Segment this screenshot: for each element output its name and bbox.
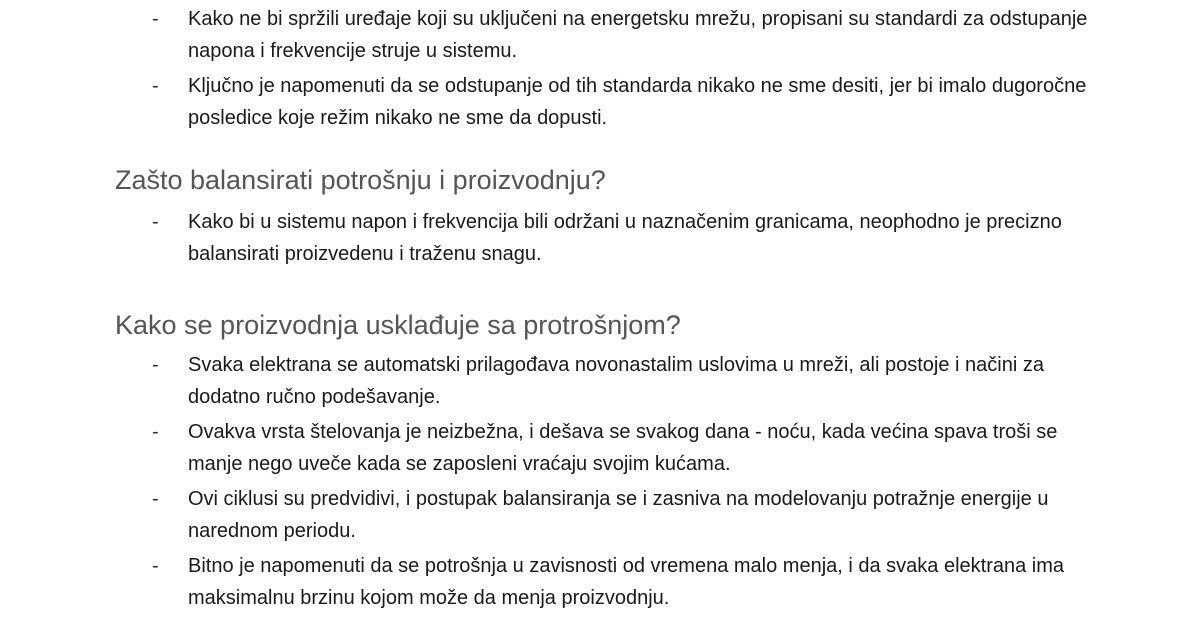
list-item [0, 483, 1200, 547]
bullet-dash: - [152, 211, 159, 233]
list-item [0, 416, 1200, 480]
list-item [0, 206, 1200, 270]
bullet-dash: - [152, 75, 159, 97]
bullet-dash: - [152, 354, 159, 376]
bullet-dash: - [152, 555, 159, 577]
section-heading-why-balance: Zašto balansirati potrošnju i proizvodnju? [115, 165, 606, 195]
why-balance-bullet-list [0, 206, 1200, 273]
bullet-dash: - [152, 8, 159, 30]
bullet-text: Ovakva vrsta štelovanja je neizbežna, i dešava se svakog dana - noću, kada većina spava troši se manje nego uveče kada se zaposleni vraćaju svojim kućama. [188, 421, 1058, 475]
bullet-text: Kako bi u sistemu napon i frekvencija bili održani u naznačenim granicama, neophodno je precizno balansirati proizvedenu i traženu snagu. [188, 211, 1062, 265]
bullet-text: Kako ne bi spržili uređaje koji su uključeni na energetsku mrežu, propisani su standardi za odstupanje napona i frekvencije struje u sistemu. [188, 8, 1088, 62]
bullet-text: Bitno je napomenuti da se potrošnja u zavisnosti od vremena malo menja, i da svaka elektrana ima maksimalnu brzinu kojom može da menja proizvodnju. [188, 555, 1065, 609]
bullet-text: Ključno je napomenuti da se odstupanje od tih standarda nikako ne sme desiti, jer bi imalo dugoročne posledice koje režim nikako ne sme da dopusti. [188, 75, 1087, 129]
list-item [0, 550, 1200, 614]
bullet-text: Svaka elektrana se automatski prilagođava novonastalim uslovima u mreži, ali postoje i načini za dodatno ručno podešavanje. [188, 354, 1044, 408]
bullet-dash: - [152, 488, 159, 510]
bullet-text: Ovi ciklusi su predvidivi, i postupak balansiranja se i zasniva na modelovanju potražnje energije u narednom periodu. [188, 488, 1049, 542]
section-heading-how-matched: Kako se proizvodnja usklađuje sa protrošnjom? [115, 310, 681, 340]
list-item [0, 3, 1200, 67]
how-matched-bullet-list [0, 349, 1200, 617]
list-item [0, 70, 1200, 134]
bullet-dash: - [152, 421, 159, 443]
intro-bullet-list [0, 3, 1200, 137]
list-item [0, 349, 1200, 413]
